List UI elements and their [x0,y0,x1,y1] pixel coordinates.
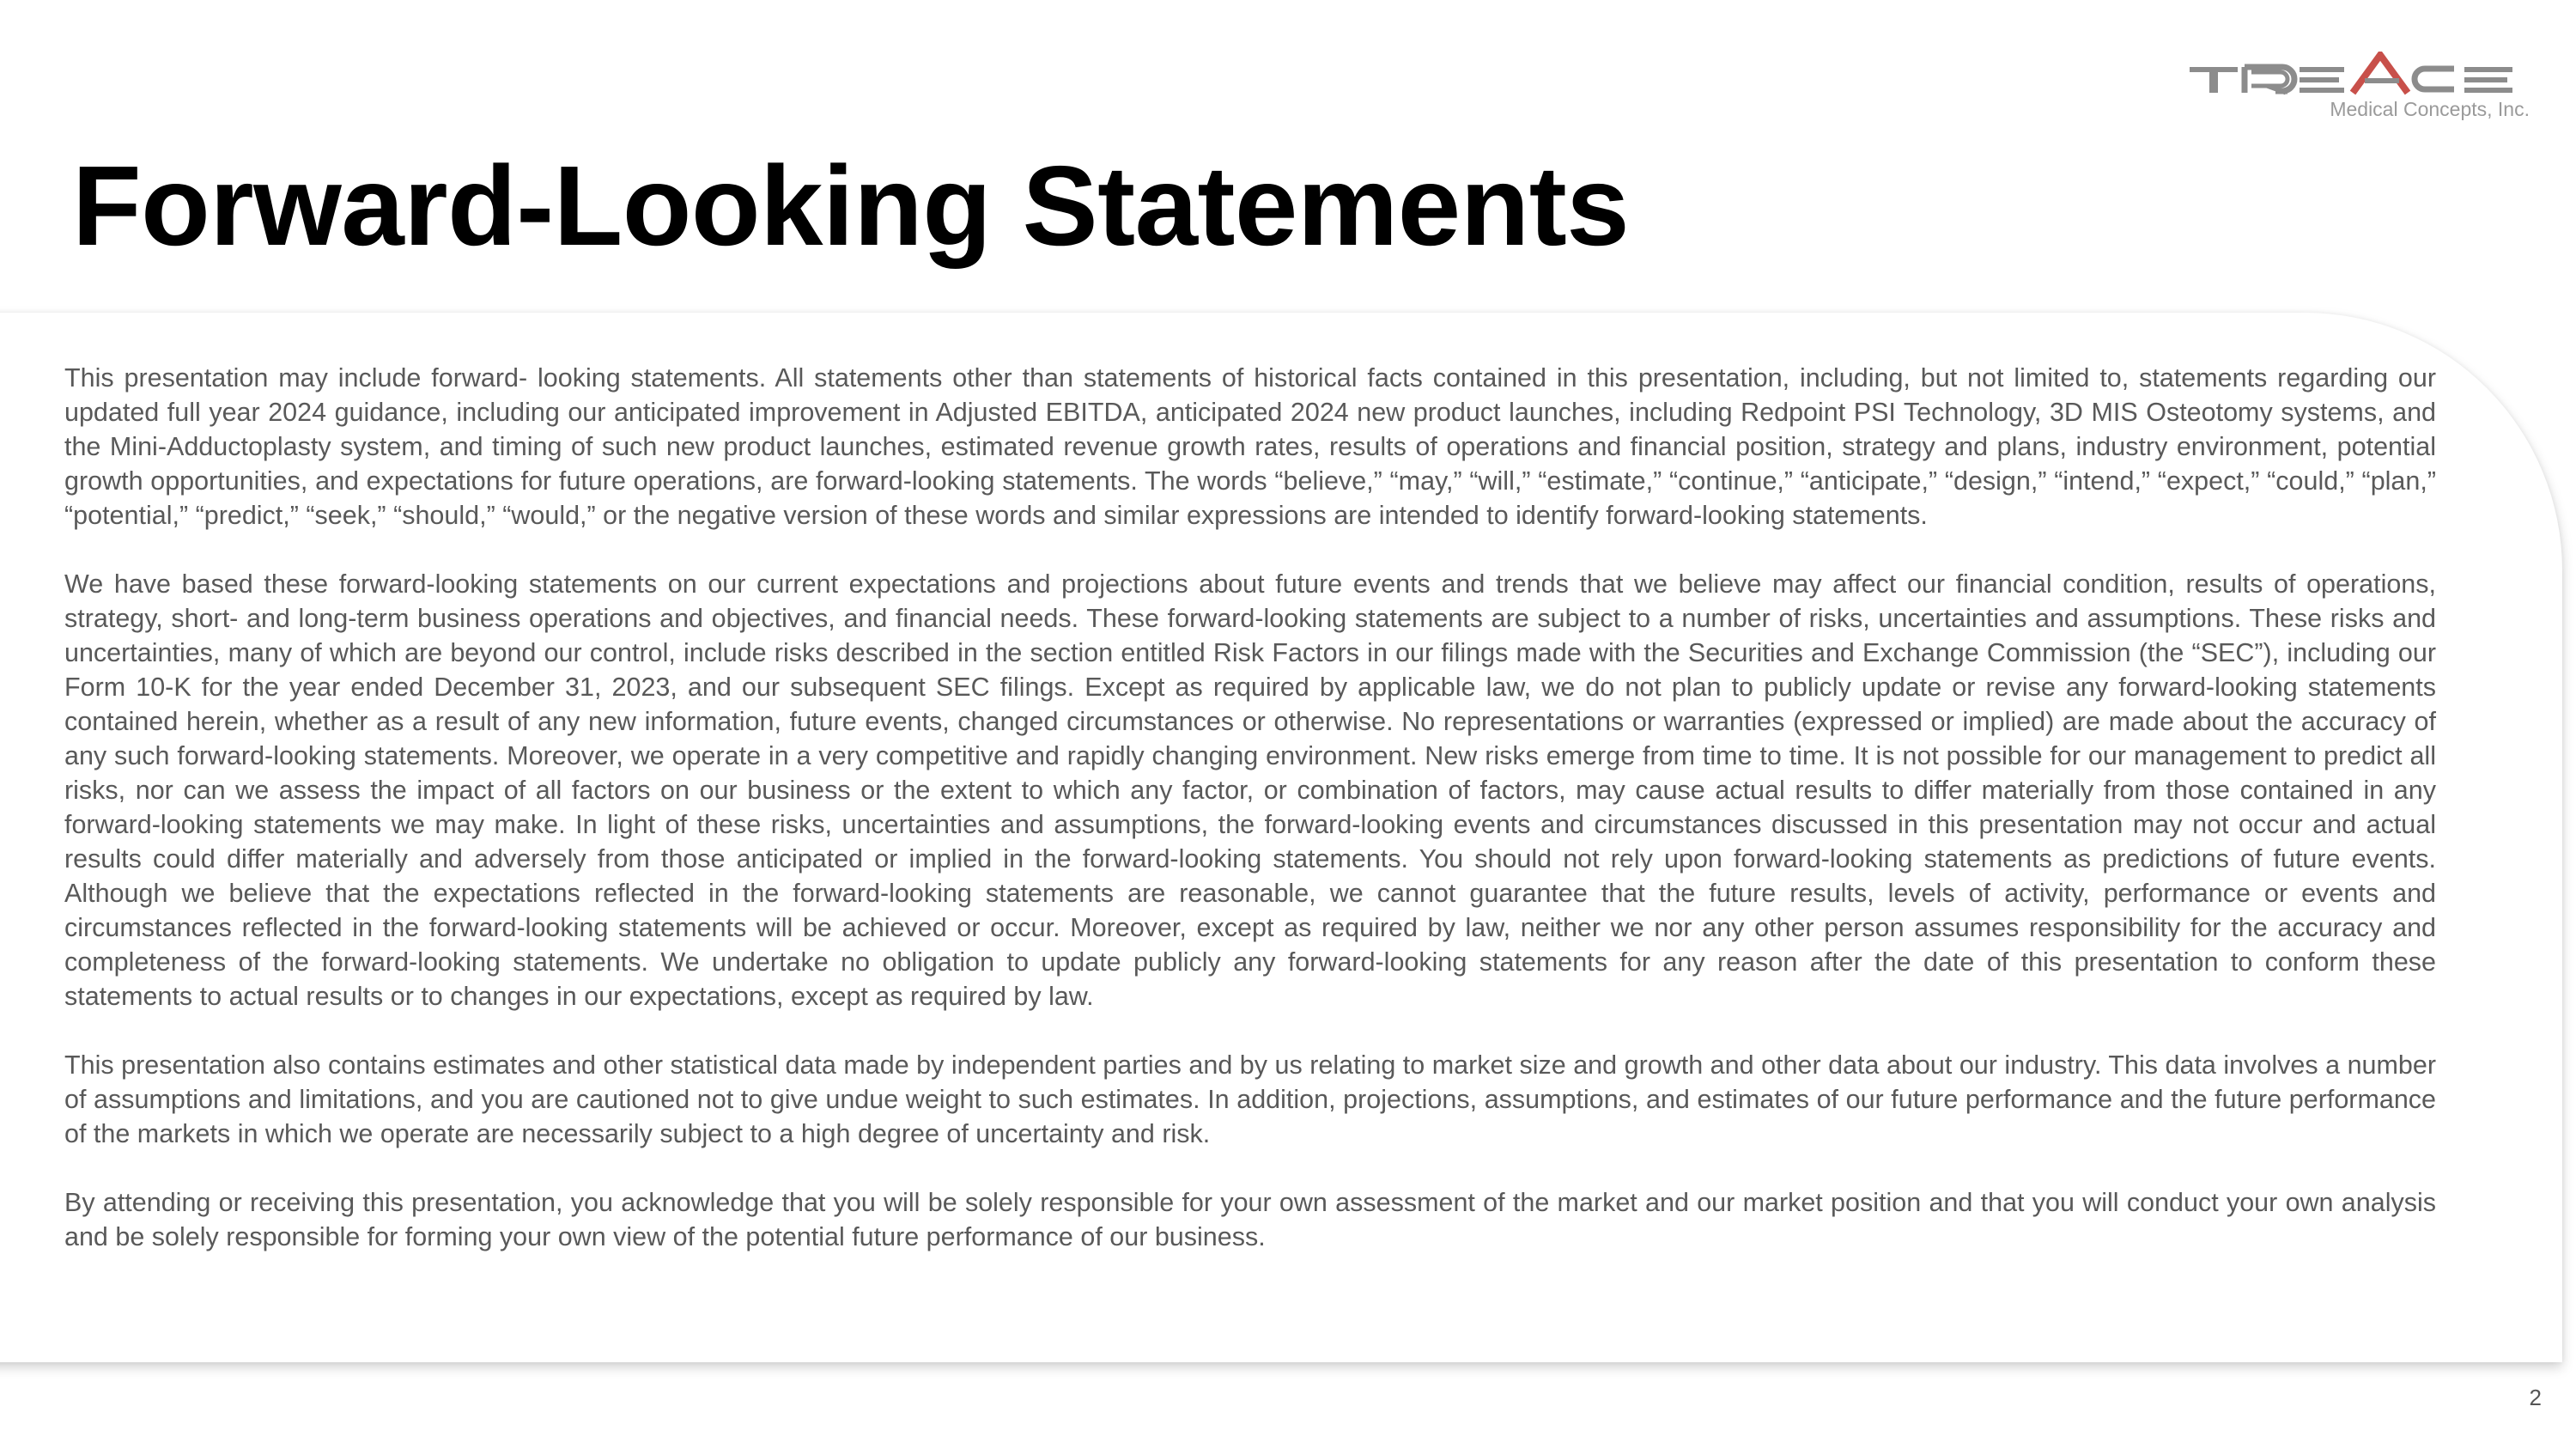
paragraph-acknowledgement: By attending or receiving this presentation, you acknowledge that you will be solely responsible for your own assessment of the market and our market position and that you will conduct your own analysis and be solely responsible for forming your own view of the potential future performance of our business. [64,1188,2436,1251]
page-title: Forward-Looking Statements [72,143,1630,269]
treace-logo [2181,52,2542,103]
page-number: 2 [2529,1385,2542,1410]
paragraph-forward-looking-intro: This presentation may include forward- looking statements. All statements other than statements of historical facts contained in this presentation, including, but not limited to, statements regarding our updated full year 2024 guidance, including our anticipated improvement in Adjusted EBITDA, anticipated 2024 new product launches, including Redpoint PSI Technology, 3D MIS Osteotomy systems, and the Mini-Adductoplasty system, and timing of such new product launches, estimated revenue growth rates, results of operations and financial position, strategy and plans, industry environment, potential growth opportunities, and expectations for future operations, are forward-looking statements. The words “believe,” “may,” “will,” “estimate,” “continue,” “anticipate,” “design,” “intend,” “expect,” “could,” “plan,” “potential,” “predict,” “seek,” “should,” “would,” or the negative version of these words and similar expressions are intended to identify forward-looking statements. [64,363,2436,530]
disclaimer-body [64,361,2436,1254]
logo-subtitle: Medical Concepts, Inc. [2330,98,2530,120]
paragraph-basis-and-risks: We have based these forward-looking statements on our current expectations and projections about future events and trends that we believe may affect our financial condition, results of operations, strategy, short- and long-term business operations and objectives, and financial needs. These forward-looking statements are subject to a number of risks, uncertainties and assumptions. These risks and uncertainties, many of which are beyond our control, include risks described in the section entitled Risk Factors in our filings made with the Securities and Exchange Commission (the “SEC”), including our Form 10-K for the year ended December 31, 2023, and our subsequent SEC filings. Except as required by applicable law, we do not plan to publicly update or revise any forward-looking statements contained herein, whether as a result of any new information, future events, changed circumstances or otherwise. No representations or warranties (expressed or implied) are made about the accuracy of any such forward-looking statements. Moreover, we operate in a very competitive and rapidly changing environment. New risks emerge from time to time. It is not possible for our management to predict all risks, nor can we assess the impact of all factors on our business or the extent to which any factor, or combination of factors, may cause actual results to differ materially from those contained in any forward-looking statements we may make. In light of these risks, uncertainties and assumptions, the forward-looking events and circumstances discussed in this presentation may not occur and actual results could differ materially and adversely from those anticipated or implied in the forward-looking statements. You should not rely upon forward-looking statements as predictions of future events. Although we believe that the expectations reflected in the forward-looking statements are reasonable, we cannot guarantee that the future results, levels of activity, performance or events and circumstances reflected in the forward-looking statements will be achieved or occur. Moreover, except as required by law, neither we nor any other person assumes responsibility for the accuracy and completeness of the forward-looking statements. We undertake no obligation to update publicly any forward-looking statements for any reason after the date of this presentation to conform these statements to actual results or to changes in our expectations, except as required by law. [64,569,2436,1011]
company-logo [2181,52,2542,129]
paragraph-statistical-data: This presentation also contains estimates and other statistical data made by independent parties and by us relating to market size and growth and other data about our industry. This data involves a number of assumptions and limitations, and you are cautioned not to give undue weight to such estimates. In addition, projections, assumptions, and estimates of our future performance and the future performance of the markets in which we operate are necessarily subject to a high degree of uncertainty and risk. [64,1050,2436,1148]
